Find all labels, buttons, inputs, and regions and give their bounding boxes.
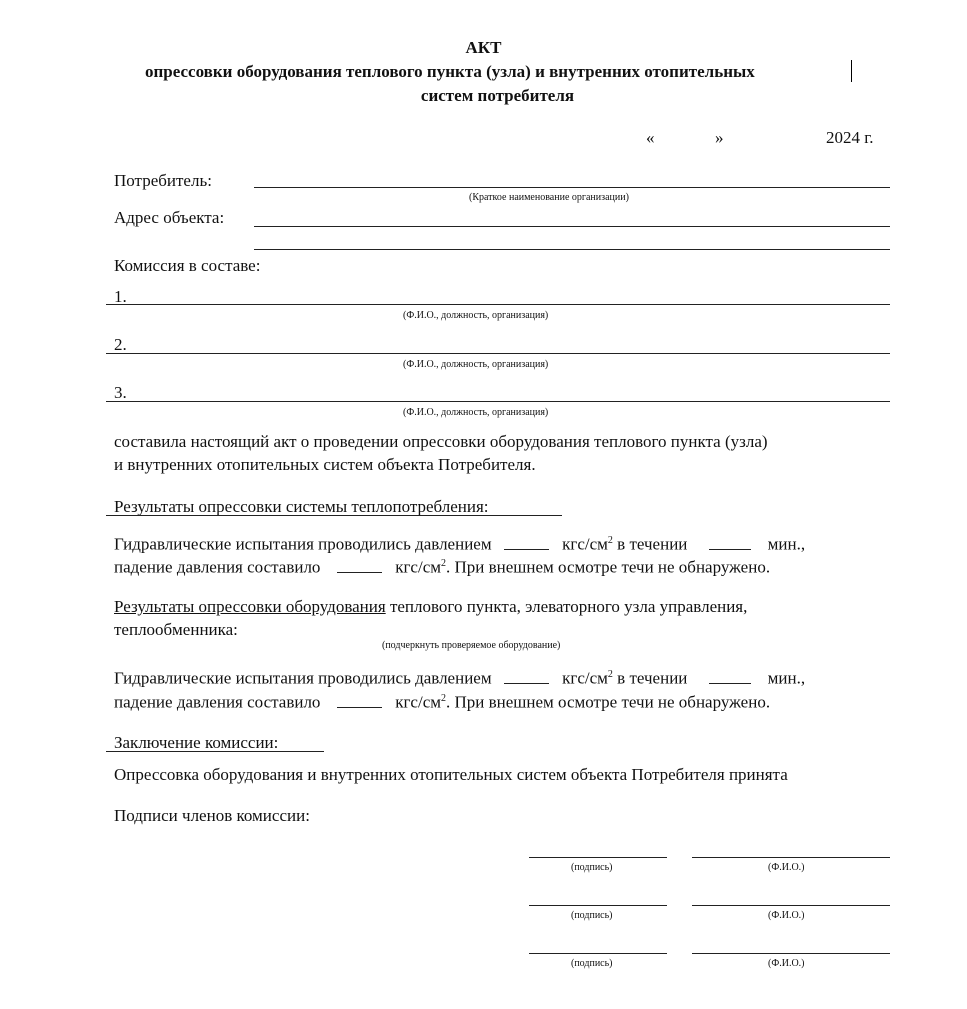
section2-pressure-input[interactable] [504, 669, 549, 684]
fio-line[interactable] [692, 905, 890, 906]
section1-duration-input[interactable] [709, 535, 751, 550]
section1-pressure-input[interactable] [504, 535, 549, 550]
commission-member-line-3[interactable] [106, 401, 890, 402]
commission-member-hint: (Ф.И.О., должность, организация) [403, 359, 549, 370]
section1-unit: кгс/см [562, 534, 608, 554]
text-cursor [851, 60, 852, 82]
address-label: Адрес объекта: [114, 208, 225, 227]
section2-text: в течении [617, 668, 688, 688]
section1-line-2 [114, 554, 770, 578]
document-title: АКТ [465, 38, 502, 57]
section1-sup: 2 [607, 535, 613, 546]
section1-text: . При внешнем осмотре течи не обнаружено. [446, 557, 771, 577]
fio-hint: (Ф.И.О.) [768, 862, 805, 873]
section2-unit: кгс/см [395, 692, 441, 712]
section2-text: . При внешнем осмотре течи не обнаружено. [446, 692, 771, 712]
consumer-label: Потребитель: [114, 171, 212, 190]
address-field-line-1[interactable] [254, 226, 890, 227]
commission-member-hint: (Ф.И.О., должность, организация) [403, 407, 549, 418]
consumer-field-line[interactable] [254, 187, 890, 188]
section2-heading [114, 597, 747, 617]
commission-member-hint: (Ф.И.О., должность, организация) [403, 310, 549, 321]
section2-sup: 2 [607, 669, 613, 680]
commission-member-line-2[interactable] [106, 353, 890, 354]
section1-heading-underline [106, 515, 562, 516]
signature-hint: (подпись) [571, 958, 613, 969]
commission-member-number: 2. [114, 335, 127, 354]
signatures-label: Подписи членов комиссии: [114, 806, 310, 825]
section2-text: Гидравлические испытания проводились давлением [114, 668, 492, 688]
section1-text: мин., [767, 534, 806, 554]
section2-duration-input[interactable] [709, 669, 751, 684]
section2-heading-rest: теплового пункта, элеваторного узла управления, [389, 597, 748, 616]
date-year: 2024 г. [826, 128, 874, 147]
fio-line[interactable] [692, 953, 890, 954]
section1-pressure-drop-input[interactable] [337, 558, 382, 573]
conclusion-text: Опрессовка оборудования и внутренних отопительных систем объекта Потребителя принята [114, 765, 788, 784]
commission-label: Комиссия в составе: [114, 256, 261, 275]
signature-line[interactable] [529, 905, 667, 906]
conclusion-heading-underline [106, 751, 324, 752]
section2-text: падение давления составило [114, 692, 321, 712]
section1-heading: Результаты опрессовки системы теплопотребления: [114, 497, 489, 516]
fio-hint: (Ф.И.О.) [768, 958, 805, 969]
address-field-line-2[interactable] [254, 249, 890, 250]
section2-heading-underlined: Результаты опрессовки оборудования [114, 597, 386, 616]
section2-sup: 2 [441, 693, 446, 704]
document-subtitle-line2: систем потребителя [420, 86, 575, 105]
conclusion-heading: Заключение комиссии: [114, 733, 279, 752]
commission-member-number: 3. [114, 383, 127, 402]
section1-line-1 [114, 531, 805, 555]
signature-hint: (подпись) [571, 862, 613, 873]
signature-line[interactable] [529, 953, 667, 954]
intro-line-1: составила настоящий акт о проведении опрессовки оборудования теплового пункта (узла) [114, 432, 768, 451]
signature-hint: (подпись) [571, 910, 613, 921]
date-close-quote: » [715, 128, 724, 147]
section2-hint: (подчеркнуть проверяемое оборудование) [382, 640, 561, 651]
section1-text: падение давления составило [114, 557, 321, 577]
section1-text: в течении [617, 534, 688, 554]
section2-pressure-drop-input[interactable] [337, 693, 382, 708]
section2-line-1 [114, 665, 805, 689]
intro-line-2: и внутренних отопительных систем объекта Потребителя. [114, 455, 536, 474]
signature-line[interactable] [529, 857, 667, 858]
section1-text: Гидравлические испытания проводились давлением [114, 534, 492, 554]
section2-heading-line2: теплообменника: [114, 620, 238, 639]
section2-text: мин., [767, 668, 806, 688]
section1-unit: кгс/см [395, 557, 441, 577]
date-open-quote: « [646, 128, 655, 147]
document-subtitle-line1: опрессовки оборудования теплового пункта (узла) и внутренних отопительных [145, 62, 755, 81]
commission-member-number: 1. [114, 287, 127, 306]
section1-sup: 2 [441, 558, 446, 569]
consumer-hint: (Краткое наименование организации) [469, 192, 629, 203]
commission-member-line-1[interactable] [106, 304, 890, 305]
fio-hint: (Ф.И.О.) [768, 910, 805, 921]
section2-line-2 [114, 689, 770, 713]
fio-line[interactable] [692, 857, 890, 858]
section2-unit: кгс/см [562, 668, 608, 688]
